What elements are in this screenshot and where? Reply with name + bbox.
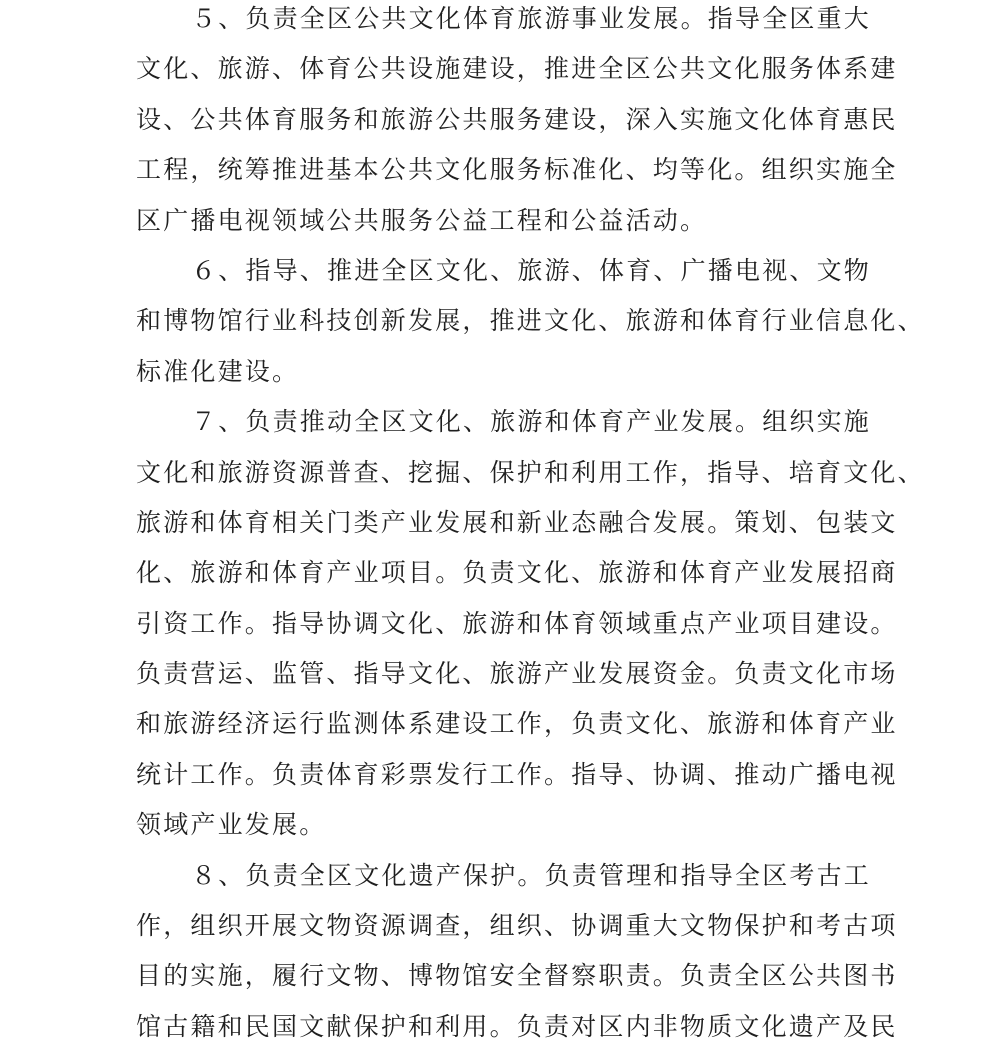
paragraph-7-line-7: 和旅游经济运行监测体系建设工作，负责文化、旅游和体育产业 xyxy=(136,709,898,739)
paragraph-7-line-2: 文化和旅游资源普查、挖掘、保护和利用工作，指导、培育文化、 xyxy=(136,457,925,487)
paragraph-7-line-9: 领域产业发展。 xyxy=(136,810,327,840)
paragraph-8-line-4: 馆古籍和民国文献保护和利用。负责对区内非物质文化遗产及民 xyxy=(136,1011,898,1041)
paragraph-7-line-8: 统计工作。负责体育彩票发行工作。指导、协调、推动广播电视 xyxy=(136,759,898,789)
paragraph-7-line-6: 负责营运、监管、指导文化、旅游产业发展资金。负责文化市场 xyxy=(136,659,898,689)
paragraph-5-line-2: 文化、旅游、体育公共设施建设，推进全区公共文化服务体系建 xyxy=(136,54,898,84)
paragraph-5-line-5: 区广播电视领域公共服务公益工程和公益活动。 xyxy=(136,205,708,235)
paragraph-8-line-3: 目的实施，履行文物、博物馆安全督察职责。负责全区公共图书 xyxy=(136,961,898,991)
paragraph-6-line-1: ６、指导、推进全区文化、旅游、体育、广播电视、文物 xyxy=(191,255,872,285)
paragraph-7-line-4: 化、旅游和体育产业项目。负责文化、旅游和体育产业发展招商 xyxy=(136,558,898,588)
paragraph-8-line-2: 作，组织开展文物资源调查，组织、协调重大文物保护和考古项 xyxy=(136,911,898,941)
paragraph-8-line-1: ８、负责全区文化遗产保护。负责管理和指导全区考古工 xyxy=(191,860,872,890)
paragraph-5-line-1: ５、负责全区公共文化体育旅游事业发展。指导全区重大 xyxy=(191,4,872,33)
document-body xyxy=(136,0,925,1052)
paragraph-5-line-4: 工程，统筹推进基本公共文化服务标准化、均等化。组织实施全 xyxy=(136,155,898,185)
paragraph-7-line-3: 旅游和体育相关门类产业发展和新业态融合发展。策划、包装文 xyxy=(136,507,898,537)
paragraph-7-line-5: 引资工作。指导协调文化、旅游和体育领域重点产业项目建设。 xyxy=(136,608,898,638)
paragraph-6-line-3: 标准化建设。 xyxy=(136,356,300,386)
paragraph-5-line-3: 设、公共体育服务和旅游公共服务建设，深入实施文化体育惠民 xyxy=(136,104,898,134)
paragraph-6-line-2: 和博物馆行业科技创新发展，推进文化、旅游和体育行业信息化、 xyxy=(136,306,925,336)
paragraph-7-line-1: ７、负责推动全区文化、旅游和体育产业发展。组织实施 xyxy=(191,407,872,437)
